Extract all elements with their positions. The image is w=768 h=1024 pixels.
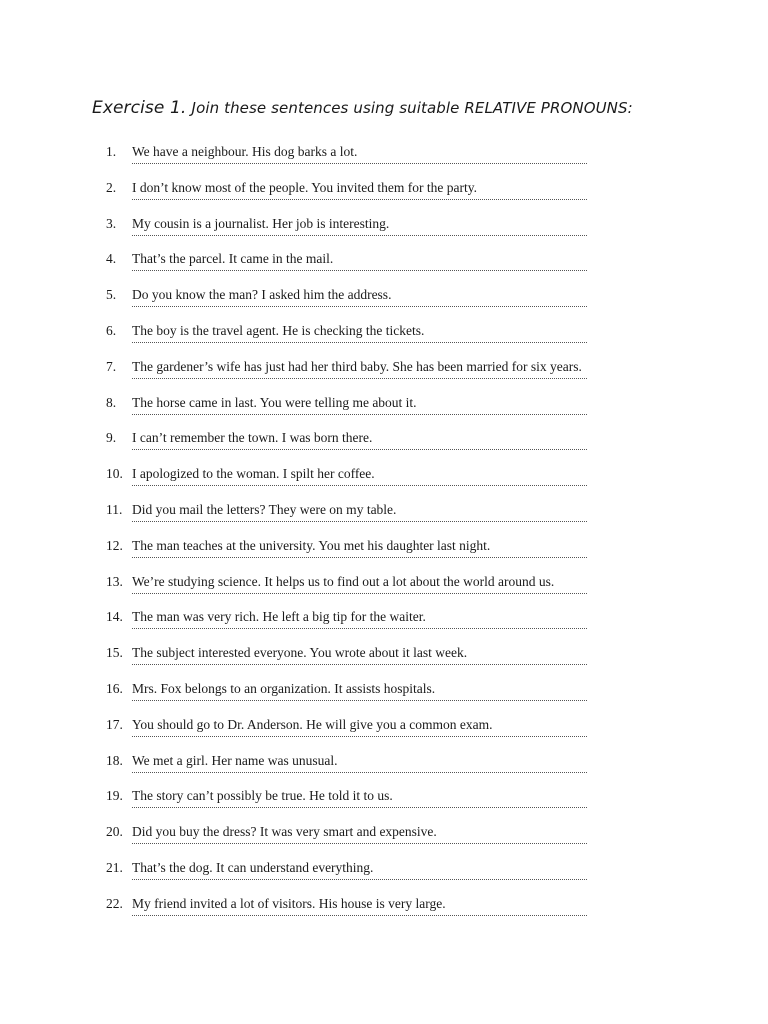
item-number: 9.: [106, 430, 117, 446]
answer-line[interactable]: [132, 163, 587, 164]
answer-line[interactable]: [132, 843, 587, 844]
item-number: 4.: [106, 251, 117, 267]
item-sentence: I don’t know most of the people. You invited them for the party.: [132, 179, 477, 195]
item-sentence: You should go to Dr. Anderson. He will give you a common exam.: [132, 716, 493, 732]
exercise-item: [0, 824, 768, 854]
item-sentence: Did you buy the dress? It was very smart and expensive.: [132, 824, 437, 840]
answer-line[interactable]: [132, 378, 587, 379]
answer-line[interactable]: [132, 807, 587, 808]
item-number: 1.: [106, 144, 117, 159]
item-number: 21.: [106, 860, 123, 875]
exercise-item: [0, 144, 768, 174]
item-sentence: That’s the parcel. It came in the mail.: [132, 251, 334, 267]
item-number: 2.: [106, 179, 117, 195]
exercise-item: [0, 538, 768, 568]
item-number: 15.: [106, 645, 123, 661]
item-sentence: The man was very rich. He left a big tip for the waiter.: [132, 609, 426, 625]
exercise-item: [0, 681, 768, 711]
item-number: 14.: [106, 609, 123, 625]
exercise-item: [0, 574, 768, 604]
item-sentence: The horse came in last. You were telling me about it.: [132, 394, 417, 410]
item-number: 16.: [106, 681, 123, 696]
answer-line[interactable]: [132, 915, 587, 916]
item-sentence: Mrs. Fox belongs to an organization. It assists hospitals.: [132, 681, 436, 696]
item-sentence: We met a girl. Her name was unusual.: [132, 752, 338, 768]
item-sentence: Do you know the man? I asked him the address.: [132, 287, 392, 303]
answer-line[interactable]: [132, 879, 587, 880]
item-sentence: The story can’t possibly be true. He told it to us.: [132, 788, 393, 804]
answer-line[interactable]: [132, 736, 587, 737]
answer-line[interactable]: [132, 235, 587, 236]
item-sentence: We’re studying science. It helps us to find out a lot about the world around us.: [132, 573, 555, 589]
answer-line[interactable]: [132, 485, 587, 486]
answer-line[interactable]: [132, 700, 587, 701]
item-sentence: We have a neighbour. His dog barks a lot.: [132, 144, 358, 159]
item-number: 22.: [106, 895, 123, 911]
exercise-item: [0, 216, 768, 246]
exercise-item: [0, 466, 768, 496]
exercise-item: [0, 287, 768, 317]
answer-line[interactable]: [132, 593, 587, 594]
item-sentence: The gardener’s wife has just had her third baby. She has been married for six years.: [132, 358, 582, 374]
answer-line[interactable]: [132, 199, 587, 200]
answer-line[interactable]: [132, 557, 587, 558]
exercise-item: [0, 180, 768, 210]
item-number: 8.: [106, 394, 117, 410]
item-number: 19.: [106, 788, 123, 804]
item-number: 17.: [106, 716, 123, 732]
exercise-title-main: Exercise 1.: [92, 98, 187, 118]
item-sentence: I can’t remember the town. I was born there.: [132, 430, 373, 446]
item-number: 10.: [106, 466, 123, 482]
item-number: 11.: [106, 502, 123, 517]
exercise-item: [0, 896, 768, 926]
exercise-item: [0, 753, 768, 783]
answer-line[interactable]: [132, 342, 587, 343]
exercise-item: [0, 645, 768, 675]
answer-line[interactable]: [132, 306, 587, 307]
answer-line[interactable]: [132, 521, 587, 522]
exercise-item: [0, 251, 768, 281]
exercise-item: [0, 717, 768, 747]
item-number: 20.: [106, 824, 123, 840]
item-sentence: My friend invited a lot of visitors. His house is very large.: [132, 895, 446, 911]
answer-line[interactable]: [132, 449, 587, 450]
answer-line[interactable]: [132, 270, 587, 271]
exercise-item: [0, 323, 768, 353]
item-number: 5.: [106, 287, 117, 303]
item-sentence: That’s the dog. It can understand everything.: [132, 860, 374, 875]
exercise-item: [0, 609, 768, 639]
item-sentence: The subject interested everyone. You wrote about it last week.: [132, 645, 468, 661]
exercise-item: [0, 860, 768, 890]
exercise-title-instructions: Join these sentences using suitable RELATIVE PRONOUNS:: [191, 99, 633, 117]
answer-line[interactable]: [132, 628, 587, 629]
item-sentence: Did you mail the letters? They were on my table.: [132, 502, 397, 517]
answer-line[interactable]: [132, 664, 587, 665]
item-sentence: The boy is the travel agent. He is checking the tickets.: [132, 323, 425, 338]
item-number: 12.: [106, 537, 123, 553]
item-number: 13.: [106, 573, 123, 589]
item-number: 6.: [106, 323, 117, 338]
item-number: 7.: [106, 358, 117, 374]
item-number: 18.: [106, 752, 123, 768]
exercise-item: [0, 430, 768, 460]
exercise-item: [0, 359, 768, 389]
item-sentence: My cousin is a journalist. Her job is interesting.: [132, 215, 390, 231]
exercise-item: [0, 788, 768, 818]
item-number: 3.: [106, 215, 117, 231]
exercise-item: [0, 502, 768, 532]
item-sentence: The man teaches at the university. You met his daughter last night.: [132, 537, 491, 553]
answer-line[interactable]: [132, 772, 587, 773]
answer-line[interactable]: [132, 414, 587, 415]
exercise-item: [0, 395, 768, 425]
item-sentence: I apologized to the woman. I spilt her coffee.: [132, 466, 375, 482]
